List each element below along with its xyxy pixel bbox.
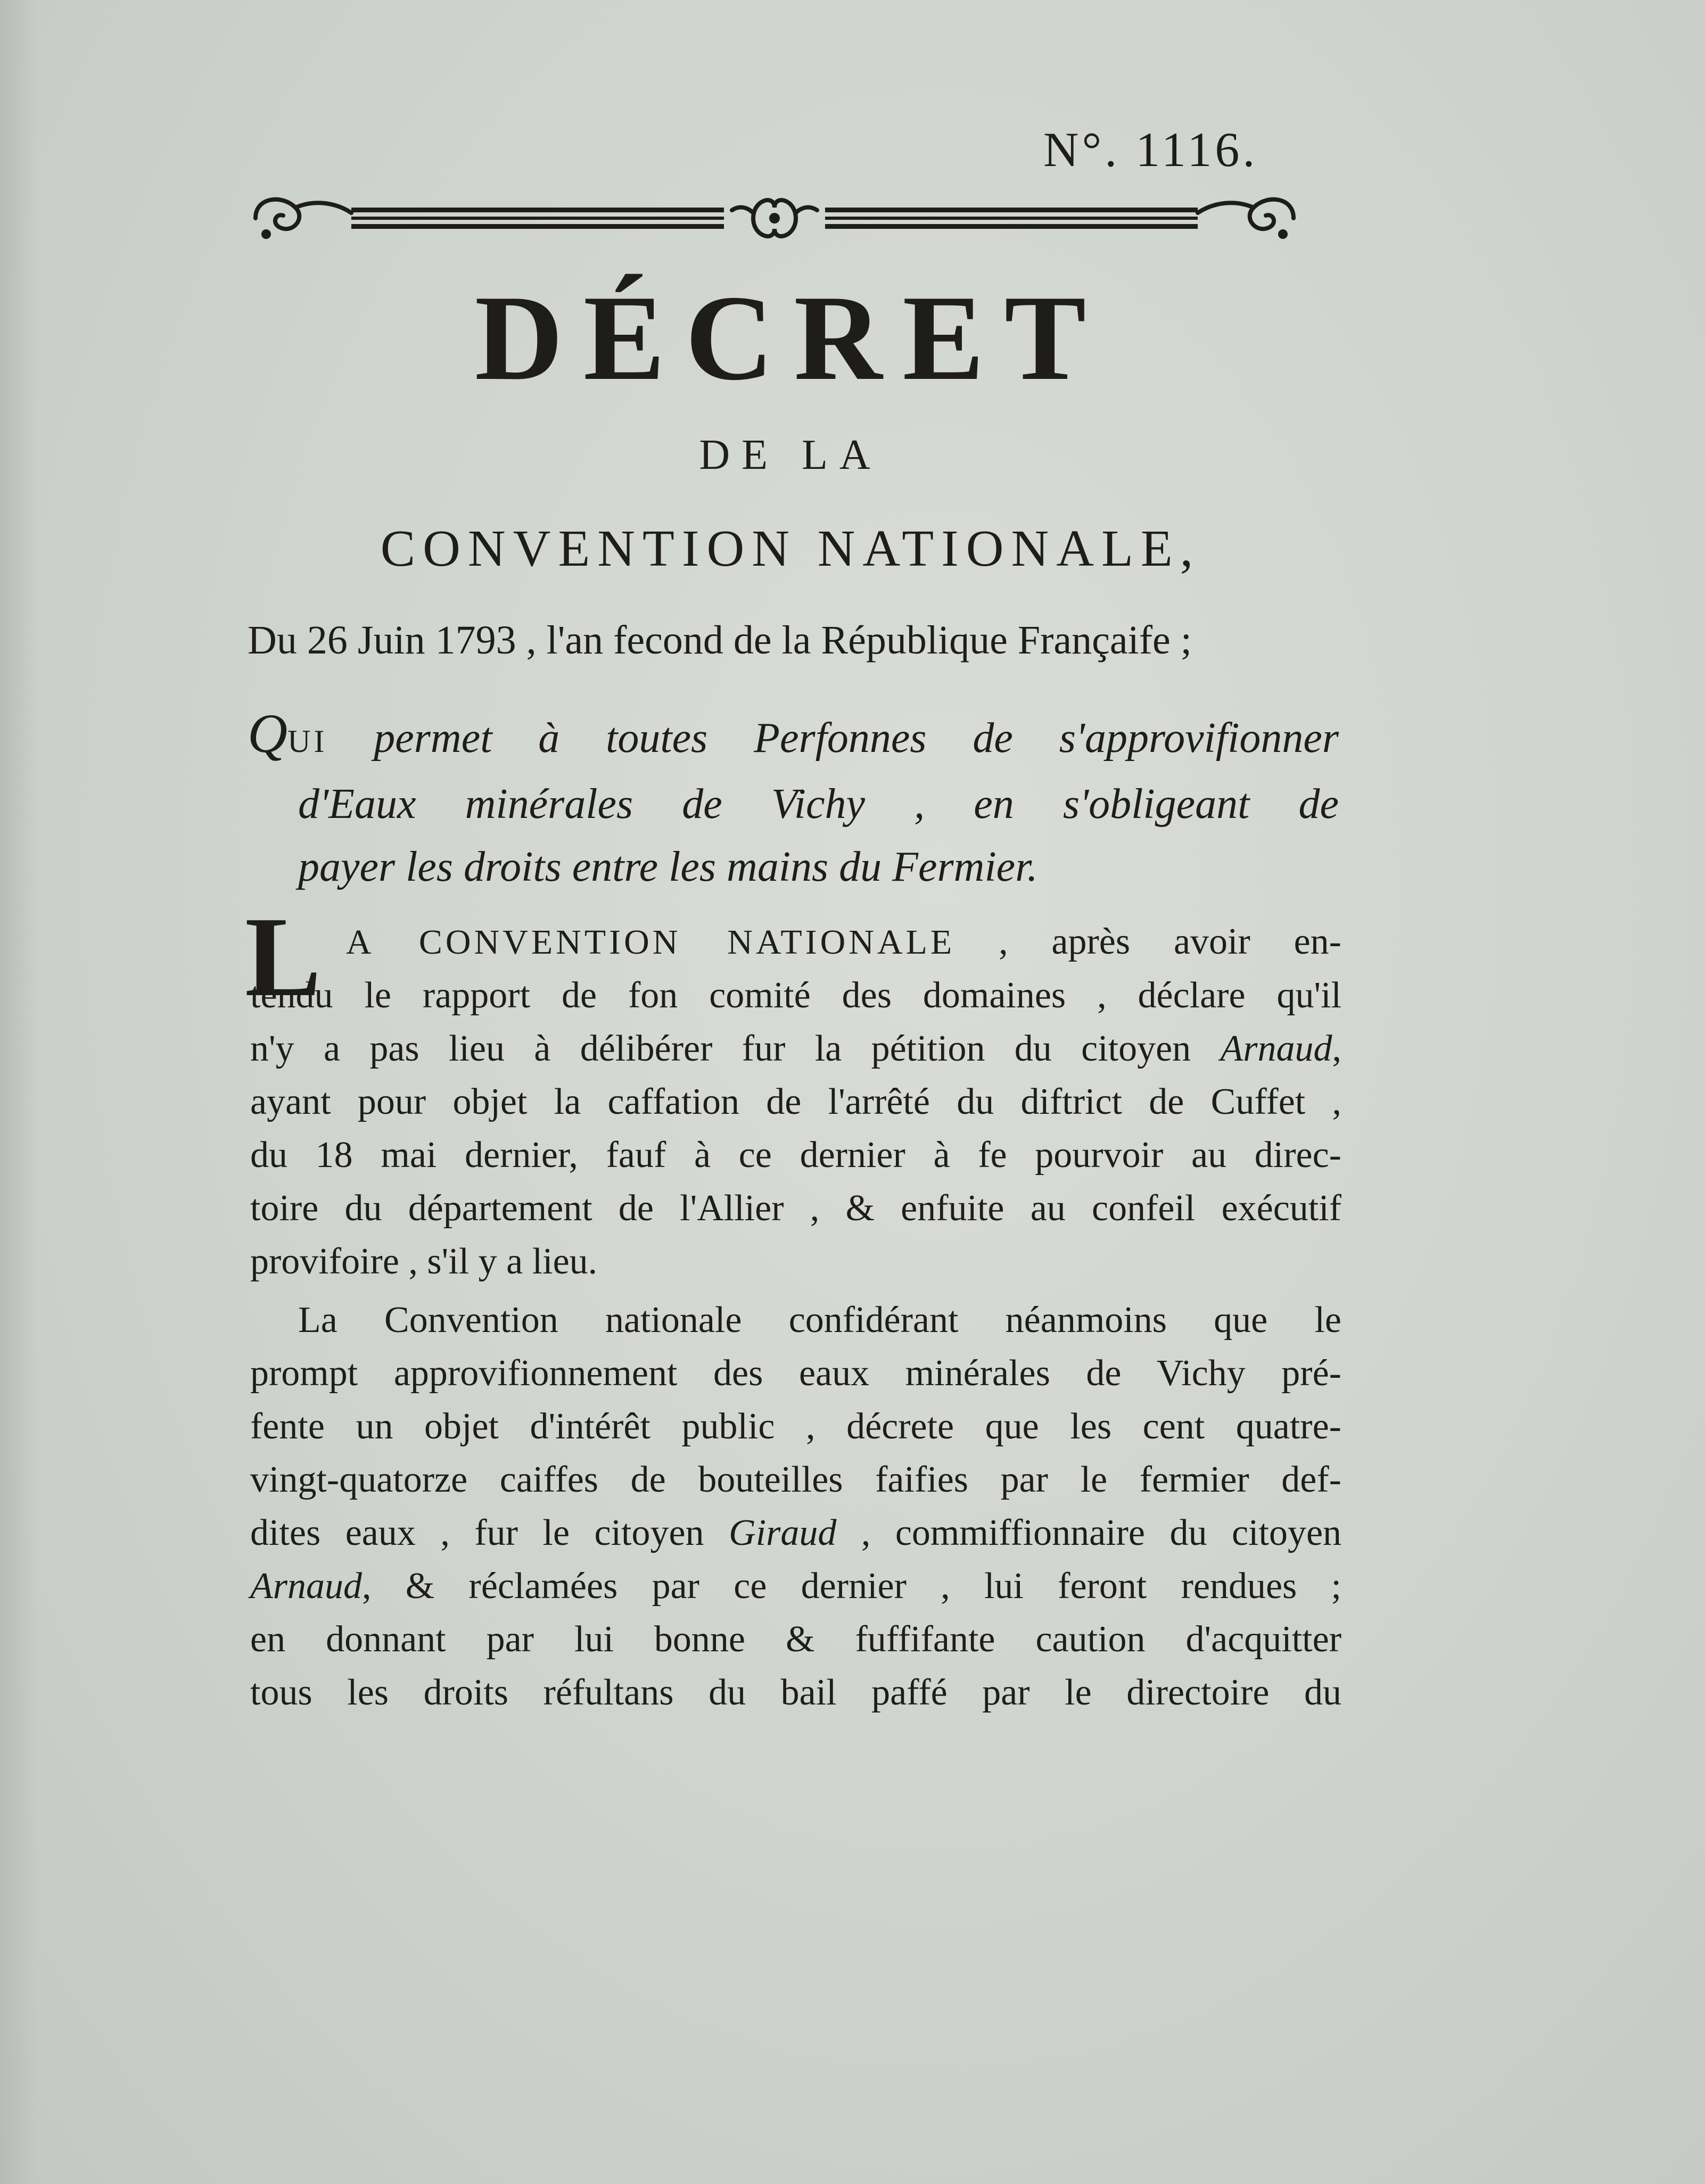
paragraph-line [250,915,1341,969]
decree-summary [248,702,1339,898]
decree-body [250,915,1341,1719]
paragraph-1 [250,915,1341,1288]
p2-line5-a: dites eaux , fur le citoyen [250,1512,704,1553]
ornamental-rule-icon [245,184,1304,253]
summary-line1: permet à toutes Perfonnes de s'approvifionner [327,715,1339,762]
p1-line3-b: , [1332,1028,1341,1069]
document-title: DÉCRET [474,270,1107,406]
date-line: Du 26 Juin 1793 , l'an fecond de la République Françaife ; [248,618,1192,663]
p2-line7: en donnant par lui bonne & fuffifante caution d'acquitter [250,1619,1341,1660]
p2-line1: La Convention nationale confidérant néanmoins que le [298,1300,1341,1341]
p2-line5-b: , commiffionnaire du citoyen [861,1512,1342,1553]
p1-line6: toire du département de l'Allier , & enfuite au confeil exécutif [250,1188,1341,1229]
p1-line3-a: n'y a pas lieu à délibérer fur la pétition du citoyen [250,1028,1191,1069]
p2-line3: fente un objet d'intérêt public , décrete que les cent quatre- [250,1406,1341,1447]
summary-line [248,702,1339,773]
summary-line2: d'Eaux minérales de Vichy , en s'obligeant de [298,781,1339,828]
p1-line1-rest: , après avoir en- [999,921,1341,962]
summary-initial-rest: UI [287,724,328,759]
smallcaps-text: A CONVENTION NATIONALE [346,923,956,962]
p1-line7: provifoire , s'il y a lieu. [250,1241,598,1282]
summary-line3: payer les droits entre les mains du Fermier. [298,843,1038,890]
paragraph-line [250,1022,1341,1076]
p2-line4: vingt-quatorze caiffes de bouteilles faifies par le fermier def- [250,1459,1341,1500]
name-arnaud: Arnaud [1220,1028,1332,1069]
paragraph-2 [250,1294,1341,1719]
name-arnaud-2: Arnaud [250,1566,362,1607]
name-giraud: Giraud [729,1512,837,1553]
subtitle-de-la: DE LA [699,432,882,478]
p2-line8: tous les droits réfultans du bail paffé par le directoire du [250,1672,1341,1713]
p1-line2: tendu le rapport de fon comité des domaines , déclare qu'il [250,975,1341,1016]
drop-cap: L [245,893,322,1020]
paragraph-line [250,1507,1341,1560]
subtitle-convention: CONVENTION NATIONALE, [380,520,1201,577]
summary-initial: Q [248,703,288,764]
p2-line6-b: , & réclamées par ce dernier , lui feront rendues ; [362,1566,1341,1607]
p1-line4: ayant pour objet la caffation de l'arrêté du diftrict de Cuffet , [250,1081,1341,1122]
p1-line5: du 18 mai dernier, fauf à ce dernier à fe pourvoir au direc- [250,1135,1341,1176]
paragraph-line [250,1560,1341,1613]
p2-line2: prompt approvifionnement des eaux minérales de Vichy pré- [250,1353,1341,1394]
document-number: N°. 1116. [1043,122,1258,177]
